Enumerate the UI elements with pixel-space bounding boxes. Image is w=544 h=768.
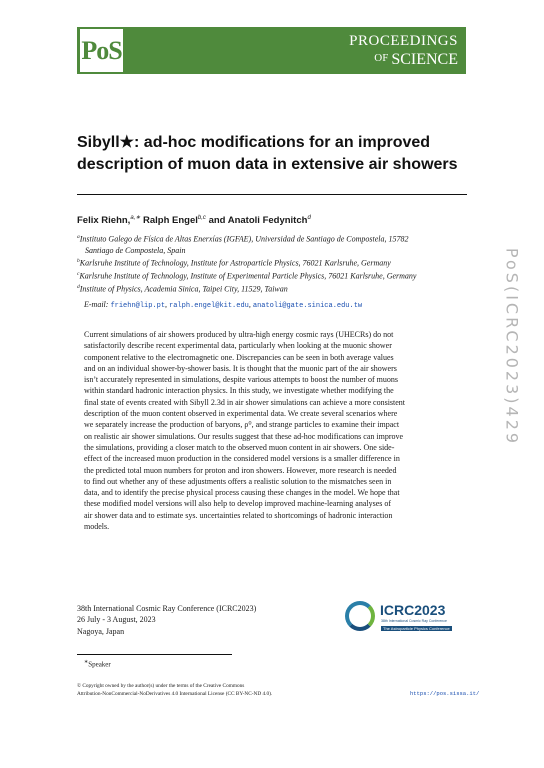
author-name: Ralph Engel (143, 215, 198, 227)
abstract-line: the simulations, providing a closer match to the observed muon content in air showers. One side- (84, 442, 395, 452)
copyright-notice (77, 683, 272, 698)
affiliation-text: Karlsruhe Institute of Technology, Institute for Astroparticle Physics, 76021 Karlsruhe, Germany (79, 258, 391, 268)
paper-title-line-2: description of muon data in extensive air showers (77, 156, 458, 173)
affiliation-mark: c (77, 271, 80, 278)
affiliation (77, 256, 469, 269)
abstract (84, 329, 460, 532)
email-link[interactable]: ralph.engel@kit.edu (169, 302, 249, 310)
of-word: OF (374, 52, 389, 64)
abstract-line: and on an individual shower-by-shower basis. It is thought that the muonic part of the air showers (84, 363, 397, 373)
abstract-line: final state of events created with Sibyll 2.3d in air shower simulations can achieve a more consistent (84, 397, 406, 407)
copyright-line: © Copyright owned by the author(s) under the terms of the Creative Commons (77, 683, 245, 689)
author-affil-mark: b,c (197, 215, 206, 221)
icrc-logo-tagline: The Astroparticle Physics Conference (383, 626, 450, 631)
author-list (77, 214, 311, 226)
pos-logo-text: PoS (81, 35, 122, 65)
abstract-line: models. (84, 522, 110, 532)
abstract-line: within standard hadronic interaction physics. In this study, we investigate whether modifying the (84, 386, 394, 396)
speaker-footnote (84, 659, 111, 668)
affiliation-continuation: Santiago de Compostela, Spain (85, 245, 186, 255)
abstract-line: satisfactorily describe recent experimental data, particularly when looking at the muonic shower (84, 341, 392, 351)
author-name: and Anatoli Fedynitch (208, 215, 308, 227)
abstract-line: we separately increase the production of baryons, ρ⁰, and strange particles to examine their impact (84, 420, 400, 430)
author-affil-mark: d (307, 215, 311, 221)
conference-info (77, 603, 256, 637)
affiliation-list (77, 232, 469, 295)
email-label: E-mail: (84, 300, 109, 309)
abstract-line: isn’t accurately represented in simulations, despite various attempts to boost the number of muons (84, 375, 399, 385)
conference-place: Nagoya, Japan (77, 626, 125, 636)
footnote-divider (77, 654, 232, 655)
email-link[interactable]: anatoli@gate.sinica.edu.tw (252, 302, 363, 310)
author-affil-mark: a,∗ (130, 215, 141, 221)
abstract-line: on realistic air shower simulations. Our results suggest that these ad-hoc modifications can improve (84, 431, 404, 441)
abstract-line: effect of the increased muon production in the considered model versions is a smaller difference in (84, 454, 400, 464)
abstract-line: Current simulations of air showers produced by ultra-high energy cosmic rays (UHECRs) do not (84, 330, 394, 339)
affiliation-text: Karlsruhe Institute of Technology, Institute of Experimental Particle Physics, 76021 Karlsruhe, Germany (79, 271, 417, 281)
abstract-line: the predicted total muon numbers for proton and iron showers. However, more research is needed (84, 465, 397, 475)
footnote-mark: ∗ (84, 660, 89, 665)
affiliation-mark: b (77, 258, 80, 265)
of-science-line (349, 50, 458, 68)
email-line: E-mail: friehn@lip.pt, ralph.engel@kit.edu, anatoli@gate.sinica.edu.tw (84, 300, 363, 310)
affiliation-text: Instituto Galego de Física de Altas Enerxías (IGFAE), Universidad de Santiago de Compostela, 15782 (79, 234, 409, 244)
icrc-logo-subtitle: 38th International Cosmic Ray Conference (381, 619, 447, 623)
abstract-line: component relative to the electromagnetic one. Discrepancies can be seen in both average values (84, 352, 394, 362)
footnote-text: Speaker (88, 660, 111, 669)
side-identifier (486, 225, 538, 470)
affiliation-mark: d (77, 284, 80, 291)
conference-name: 38th International Cosmic Ray Conference (ICRC2023) (77, 604, 257, 613)
icrc2023-logo (345, 598, 470, 638)
pos-header-banner (77, 27, 466, 74)
abstract-line: these modified model versions will also help to develop improved machine-learning analyses of (84, 499, 392, 509)
pos-url-link[interactable]: https://pos.sissa.it/ (410, 690, 480, 697)
license-line: Attribution-NonCommercial-NoDerivatives 4.0 International License (CC BY-NC-ND 4.0). (77, 690, 273, 697)
conference-dates: 26 July - 3 August, 2023 (77, 615, 156, 625)
abstract-line: data, and to identify the precise physical process causing these changes in the model. We hope that (84, 488, 400, 498)
paper-title (77, 132, 467, 176)
proceedings-of-science-wordmark (349, 33, 458, 68)
science-word: SCIENCE (391, 51, 458, 68)
icrc-logo-title: ICRC2023 (380, 602, 446, 618)
pos-logo (80, 29, 123, 72)
title-divider (77, 194, 467, 195)
proceedings-word: PROCEEDINGS (349, 33, 458, 49)
side-identifier-text: PoS(ICRC2023)429 (502, 247, 522, 447)
author-name: Felix Riehn, (77, 215, 131, 227)
affiliation-mark: a (77, 234, 80, 240)
affiliation (77, 282, 469, 295)
abstract-line: air shower data and to estimate sys. uncertainties related to shortcomings of hadronic interaction (84, 510, 393, 520)
abstract-line: description of the muon content observed in experimental data. We create several scenarios where (84, 409, 398, 419)
email-link[interactable]: friehn@lip.pt (110, 302, 166, 310)
paper-title-line-1: Sibyll★: ad-hoc modifications for an improved (77, 134, 431, 151)
affiliation (77, 232, 469, 245)
icrc-ring-icon (345, 601, 375, 631)
affiliation-text: Institute of Physics, Academia Sinica, Taipei City, 11529, Taiwan (79, 284, 288, 294)
affiliation (77, 269, 469, 282)
abstract-line: to find out whether any of these adjustments offers a realistic solution to the mismatches seen in (84, 476, 392, 486)
